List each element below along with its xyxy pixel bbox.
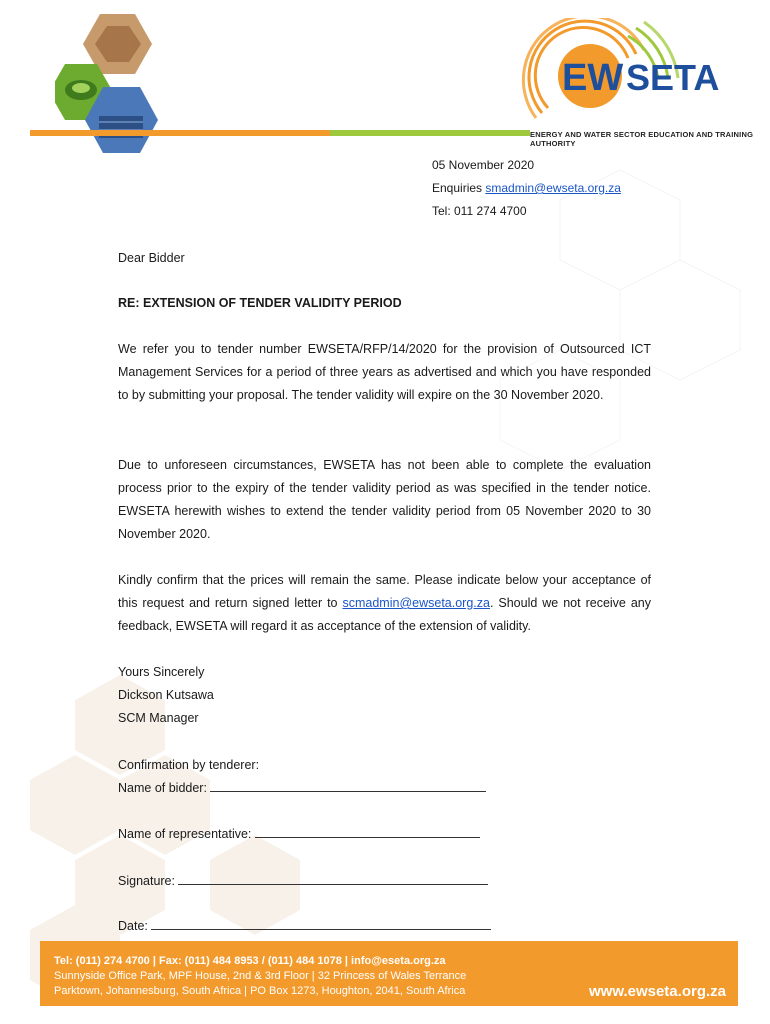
enquiries-line (432, 181, 621, 195)
paragraph-1: We refer you to tender number EWSETA/RFP/14/2020 for the provision of Outsourced ICT Management Services for a period of three years as advertised and which you have responded to by submitting your proposal. The tender validity will expire on the 30 November 2020. (118, 342, 651, 402)
signature-line[interactable] (178, 872, 488, 885)
representative-field (118, 823, 651, 846)
paragraph-2: Due to unforeseen circumstances, EWSETA has not been able to complete the evaluation process prior to the expiry of the tender validity period as was specified in the tender notice. EWSETA herewith wishes to extend the tender validity period from 05 November 2020 to 30 November 2020. (118, 458, 651, 541)
date-field (118, 915, 651, 938)
header-accent-bar (30, 130, 530, 136)
enquiries-label: Enquiries (432, 181, 483, 195)
signature-field (118, 870, 651, 893)
subject-heading: RE: EXTENSION OF TENDER VALIDITY PERIOD (118, 296, 402, 310)
bidder-name-label: Name of bidder: (118, 781, 207, 795)
signature-label: Signature: (118, 874, 175, 888)
footer-website[interactable]: www.ewseta.org.za (589, 983, 726, 1000)
paragraph-3-text-a: Kindly confirm that the prices will remain the same. Please indicate below your acceptance of this request and return signed letter to (118, 573, 651, 610)
confirmation-heading: Confirmation by tenderer: (118, 758, 260, 772)
signatory-name: Dickson Kutsawa (118, 688, 214, 702)
bidder-name-line[interactable] (210, 779, 486, 792)
letter-date: 05 November 2020 (432, 158, 535, 172)
representative-label: Name of representative: (118, 827, 252, 841)
ewseta-logo (518, 18, 738, 138)
tel-line: Tel: 011 274 4700 (432, 204, 527, 218)
bidder-name-field (118, 777, 651, 800)
paragraph-3-text-b: . Should we not receive any feedback, EWSETA will regard it as acceptance of the extension of validity. (118, 596, 651, 633)
logo-ew-text: EW (562, 57, 624, 99)
paragraph-3 (118, 569, 651, 638)
footer-bar (40, 941, 738, 1006)
date-label: Date: (118, 919, 148, 933)
logo-tagline: ENERGY AND WATER SECTOR EDUCATION AND TRAINING AUTHORITY (530, 130, 754, 148)
footer-address-line-1: Sunnyside Office Park, MPF House, 2nd & 3rd Floor | 32 Princess of Wales Terrance (54, 970, 467, 982)
scm-email-link[interactable]: scmadmin@ewseta.org.za (342, 596, 490, 610)
signatory-title: SCM Manager (118, 711, 199, 725)
enquiries-email-link[interactable]: smadmin@ewseta.org.za (485, 181, 621, 195)
representative-line[interactable] (255, 825, 480, 838)
logo-seta-text: SETA (626, 57, 720, 98)
closing: Yours Sincerely (118, 665, 205, 679)
footer-contact-line: Tel: (011) 274 4700 | Fax: (011) 484 8953 / (011) 484 1078 | info@eseta.org.za (54, 955, 446, 967)
salutation: Dear Bidder (118, 251, 185, 265)
footer-address-line-2: Parktown, Johannesburg, South Africa | PO Box 1273, Houghton, 2041, South Africa (54, 985, 466, 997)
header-photo-collage (55, 12, 195, 162)
date-line[interactable] (151, 917, 491, 930)
